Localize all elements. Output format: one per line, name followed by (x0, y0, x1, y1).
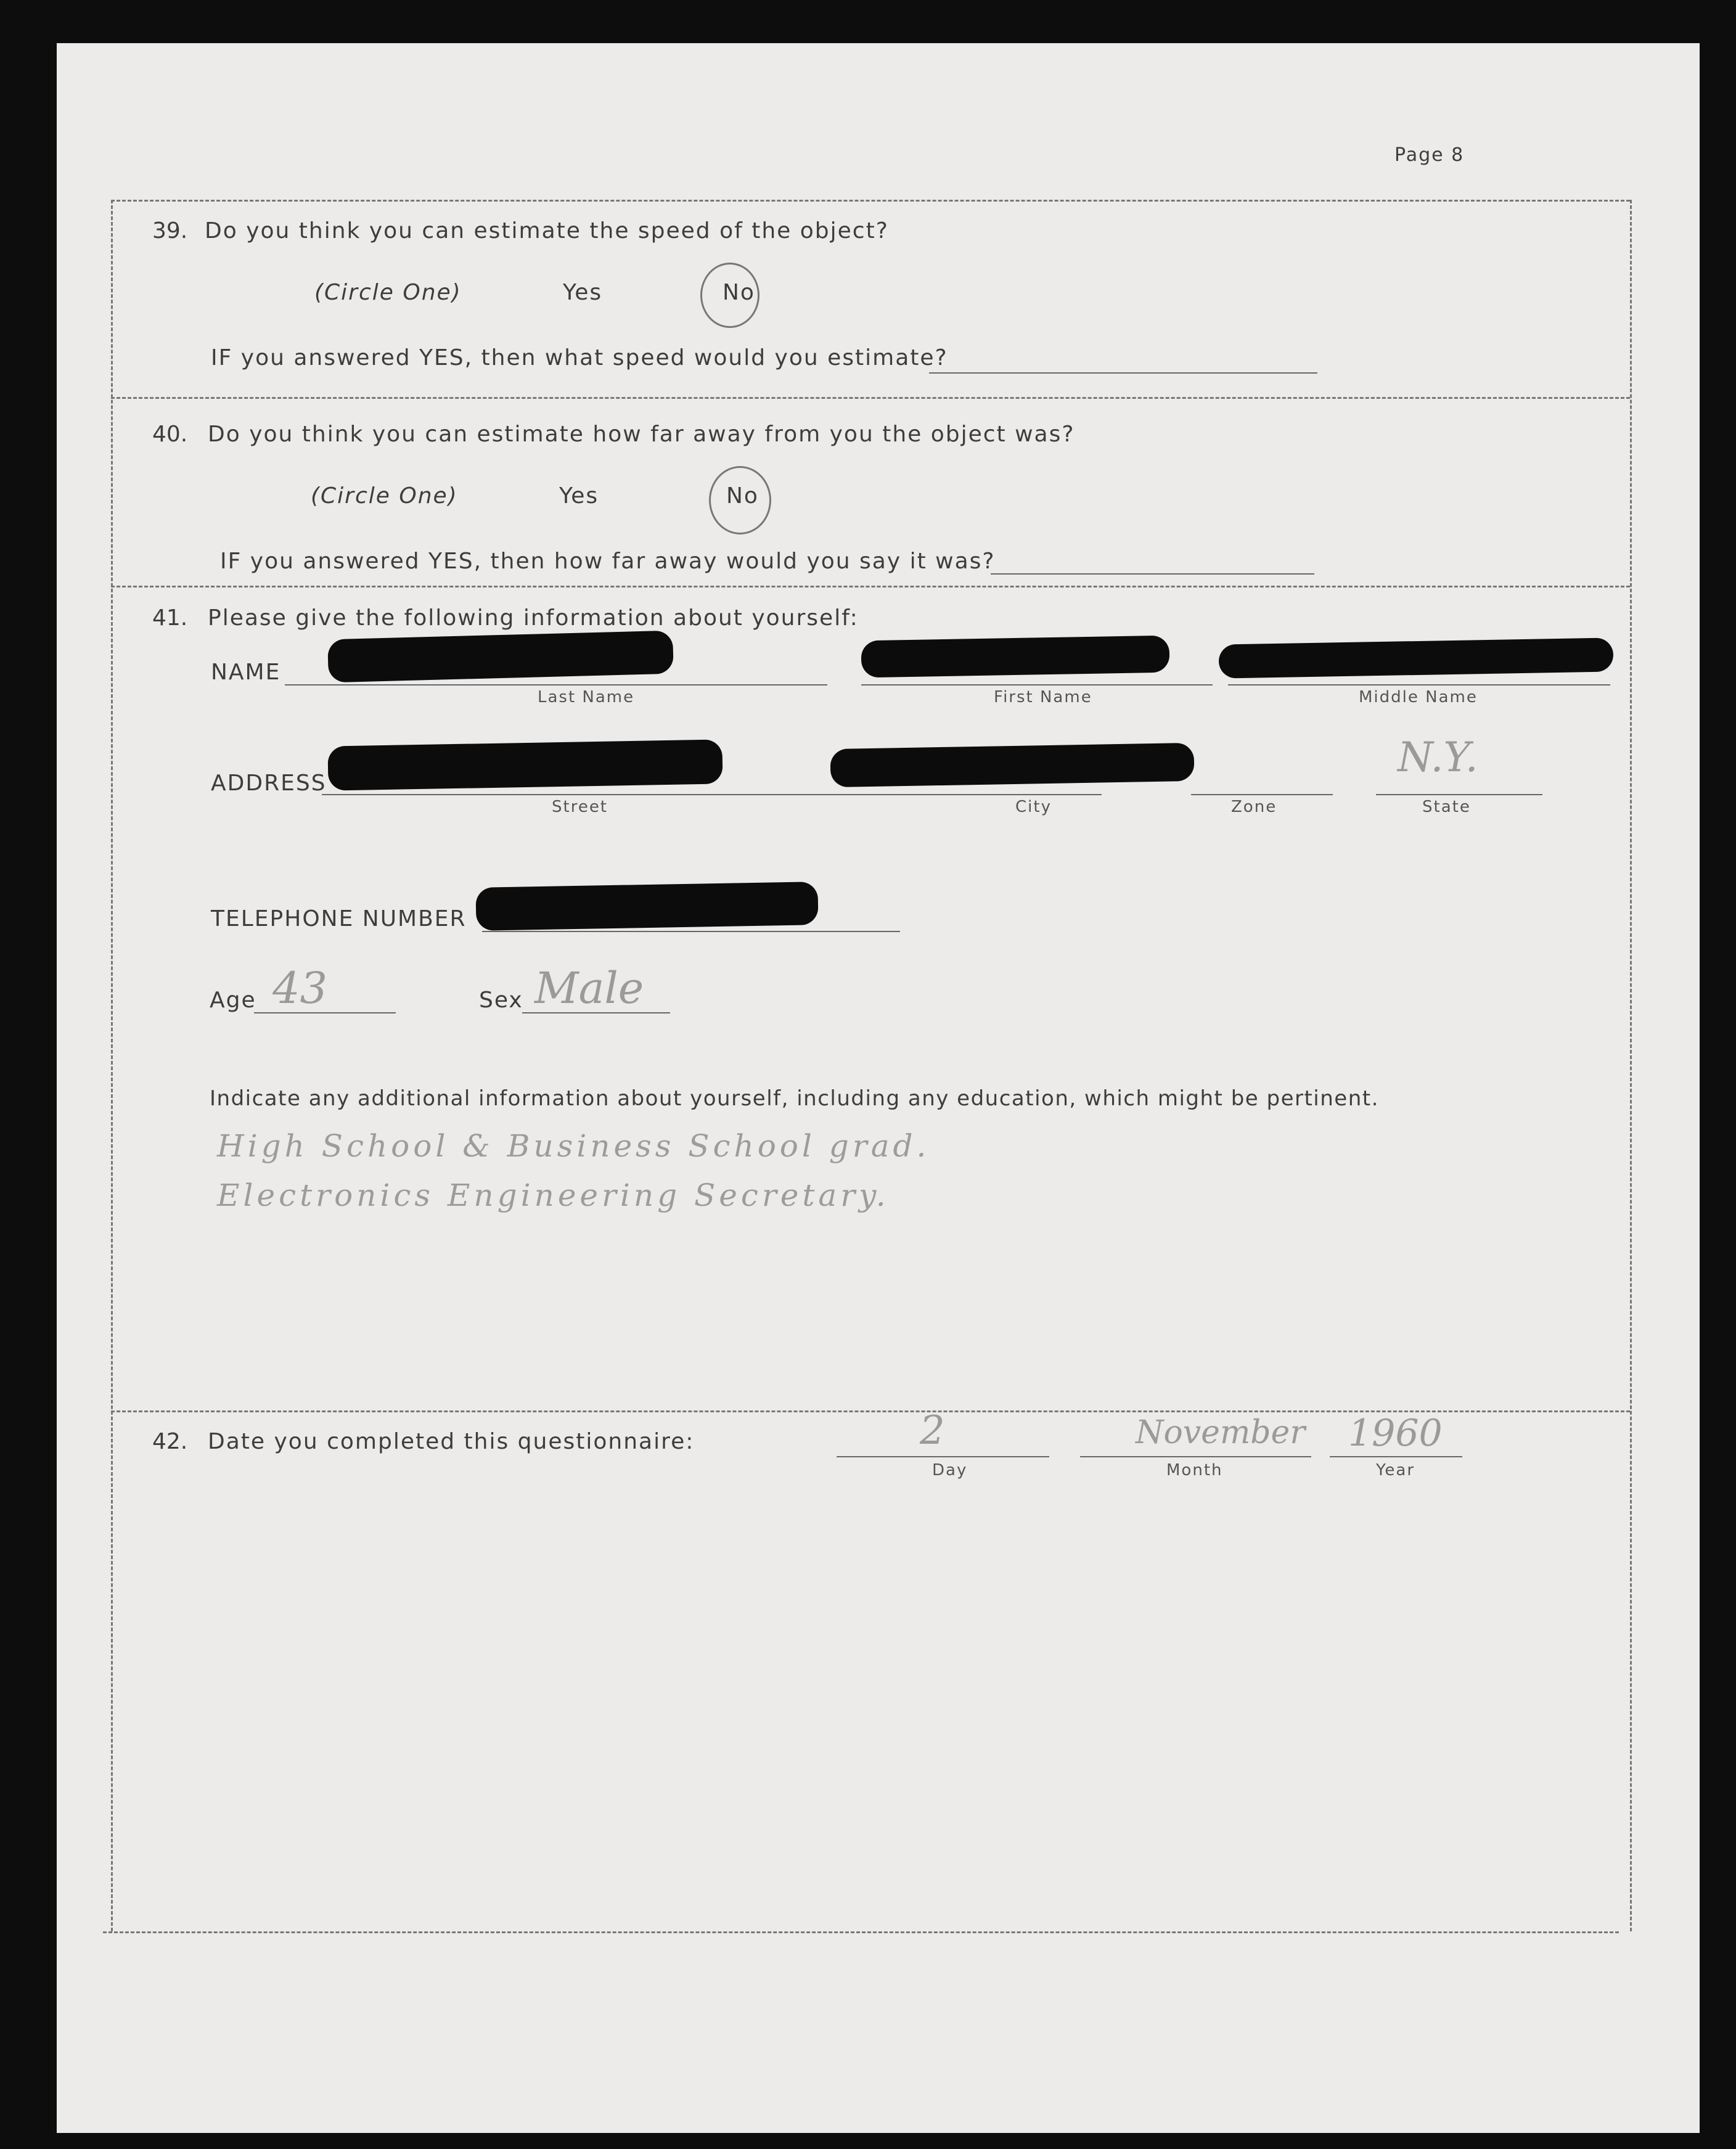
form-right-border (1630, 200, 1632, 1931)
telephone-label: TELEPHONE NUMBER (211, 906, 467, 931)
middle-name-line[interactable] (1228, 684, 1610, 686)
city-caption: City (1015, 798, 1052, 816)
month-caption: Month (1166, 1461, 1223, 1480)
q40-distance-answer-line[interactable] (991, 573, 1314, 575)
form-left-border (111, 200, 113, 1931)
additional-info-line-2: Electronics Engineering Secretary. (217, 1177, 890, 1213)
year-value: 1960 (1348, 1412, 1443, 1455)
q41-question: Please give the following information about yourself: (208, 605, 859, 631)
divider-39-40 (111, 397, 1630, 399)
q41-number: 41. (152, 605, 188, 631)
zone-line[interactable] (1191, 794, 1333, 795)
first-name-caption: First Name (994, 688, 1092, 706)
day-value: 2 (920, 1408, 945, 1454)
month-value: November (1136, 1414, 1306, 1451)
redacted-street (327, 739, 723, 790)
q40-number: 40. (152, 422, 188, 447)
last-name-caption: Last Name (538, 688, 635, 706)
redacted-middle-name (1219, 637, 1614, 678)
state-line[interactable] (1376, 794, 1542, 795)
q40-no-option[interactable]: No (726, 483, 759, 509)
middle-name-caption: Middle Name (1359, 688, 1478, 706)
state-value: N.Y. (1398, 734, 1478, 781)
telephone-line[interactable] (482, 931, 900, 932)
q42-question: Date you completed this questionnaire: (208, 1429, 695, 1454)
form-top-border (111, 200, 1630, 202)
form-bottom-border (103, 1931, 1619, 1933)
q39-question: Do you think you can estimate the speed of the object? (205, 218, 889, 244)
questionnaire-page (57, 43, 1700, 2133)
additional-info-line-1: High School & Business School grad. (217, 1128, 930, 1164)
redacted-telephone (475, 882, 818, 931)
q39-number: 39. (152, 218, 188, 244)
q39-speed-answer-line[interactable] (929, 372, 1317, 374)
q40-question: Do you think you can estimate how far away from you the object was? (208, 422, 1075, 447)
year-line[interactable] (1330, 1456, 1462, 1457)
name-label: NAME (211, 660, 281, 685)
q40-followup: IF you answered YES, then how far away would you say it was? (220, 549, 996, 574)
month-line[interactable] (1080, 1456, 1311, 1457)
day-caption: Day (932, 1461, 968, 1480)
page-number: Page 8 (1394, 144, 1465, 166)
redacted-last-name (327, 631, 674, 683)
age-value: 43 (272, 963, 328, 1013)
sex-value: Male (534, 963, 644, 1013)
state-caption: State (1422, 798, 1471, 816)
age-label: Age (210, 988, 256, 1013)
year-caption: Year (1376, 1461, 1415, 1480)
day-line[interactable] (837, 1456, 1049, 1457)
divider-40-41 (111, 586, 1630, 587)
zone-caption: Zone (1231, 798, 1277, 816)
street-caption: Street (552, 798, 608, 816)
q39-yes-option[interactable]: Yes (563, 280, 603, 305)
q42-number: 42. (152, 1429, 188, 1454)
q39-no-option[interactable]: No (723, 280, 755, 305)
q39-circle-label: (Circle One) (314, 280, 462, 305)
q39-followup: IF you answered YES, then what speed would you estimate? (211, 345, 948, 370)
sex-label: Sex (479, 988, 523, 1013)
street-city-line[interactable] (322, 794, 1102, 795)
redacted-first-name (861, 636, 1170, 678)
q40-yes-option[interactable]: Yes (559, 483, 599, 509)
first-name-line[interactable] (861, 684, 1213, 686)
redacted-city (830, 743, 1195, 787)
q40-circle-label: (Circle One) (311, 483, 458, 509)
additional-info-prompt: Indicate any additional information about yourself, including any education, which might be pertinent. (210, 1086, 1379, 1111)
last-name-line[interactable] (285, 684, 827, 686)
address-label: ADDRESS (211, 771, 327, 796)
